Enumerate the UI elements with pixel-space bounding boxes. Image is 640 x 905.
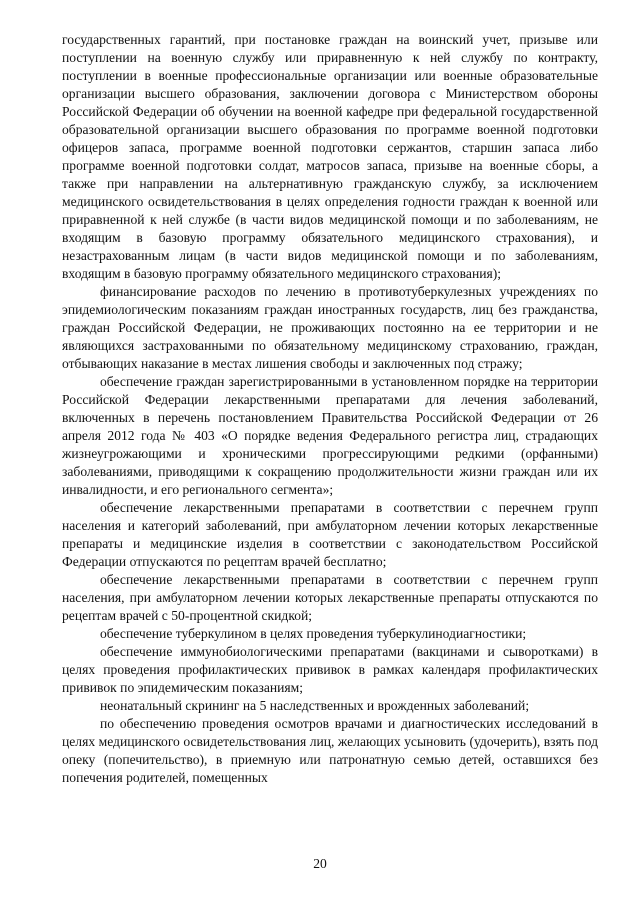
paragraph-3: обеспечение граждан зарегистрированными в установленном порядке на территории Российской Федерации лекарственными препаратами для лечения заболеваний, включенных в перечень постановлением Правительства Российской Федерации от 26 апреля 2012 года № 403 «О порядке ведения Федерального регистра лиц, страдающих жизнеугрожающими и хроническими прогрессирующими редкими (орфанными) заболеваниями, приводящими к сокращению продолжительности жизни граждан или их инвалидности, и его регионального сегмента»; (62, 374, 598, 497)
paragraph-4: обеспечение лекарственными препаратами в соответствии с перечнем групп населения и категорий заболеваний, при амбулаторном лечении которых лекарственные препараты и медицинские изделия в соответствии с законодательством Российской Федерации отпускаются по рецептам врачей бесплатно; (62, 500, 598, 569)
paragraph-1: государственных гарантий, при постановке граждан на воинский учет, призыве или поступлении на военную службу или приравненную к ней службу по контракту, поступлении в военные профессиональные организации или военные образовательные организации высшего образования, заключении договора с Министерством обороны Российской Федерации об обучении на военной кафедре при федеральной государственной образовательной организации высшего образования по программе военной подготовки офицеров запаса, программе военной подготовки сержантов, старшин запаса либо программе военной подготовки солдат, матросов запаса, призыве на военные сборы, а также при направлении на альтернативную гражданскую службу, за исключением медицинского освидетельствования в целях определения годности граждан к военной или приравненной к ней службе (в части видов медицинской помощи и по заболеваниям, не входящим в базовую программу обязательного медицинского страхования), и незастрахованным лицам (в части видов медицинской помощи и по заболеваниям, входящим в базовую программу обязательного медицинского страхования); (62, 32, 598, 281)
paragraph-6: обеспечение туберкулином в целях проведения туберкулинодиагностики; (100, 626, 527, 641)
page-number: 20 (313, 856, 327, 871)
paragraph-7: обеспечение иммунобиологическими препаратами (вакцинами и сыворотками) в целях проведения профилактических прививок в рамках календаря профилактических прививок по эпидемическим показаниям; (62, 644, 598, 695)
paragraph-2: финансирование расходов по лечению в противотуберкулезных учреждениях по эпидемиологическим показаниям граждан иностранных государств, лиц без гражданства, граждан Российской Федерации, не проживающих постоянно на ее территории и не являющихся застрахованными по обязательному медицинскому страхованию, граждан, отбывающих наказание в местах лишения свободы и заключенных под стражу; (62, 284, 598, 371)
paragraph-5: обеспечение лекарственными препаратами в соответствии с перечнем групп населения, при амбулаторном лечении которых лекарственные препараты отпускаются по рецептам врачей с 50-процентной скидкой; (62, 572, 598, 623)
paragraph-9: по обеспечению проведения осмотров врачами и диагностических исследований в целях медицинского освидетельствования лиц, желающих усыновить (удочерить), взять под опеку (попечительство), в приемную или патронатную семью детей, оставшихся без попечения родителей, помещенных (62, 716, 598, 785)
body-text (62, 31, 598, 787)
paragraph-8: неонатальный скрининг на 5 наследственных и врожденных заболеваний; (100, 698, 530, 713)
